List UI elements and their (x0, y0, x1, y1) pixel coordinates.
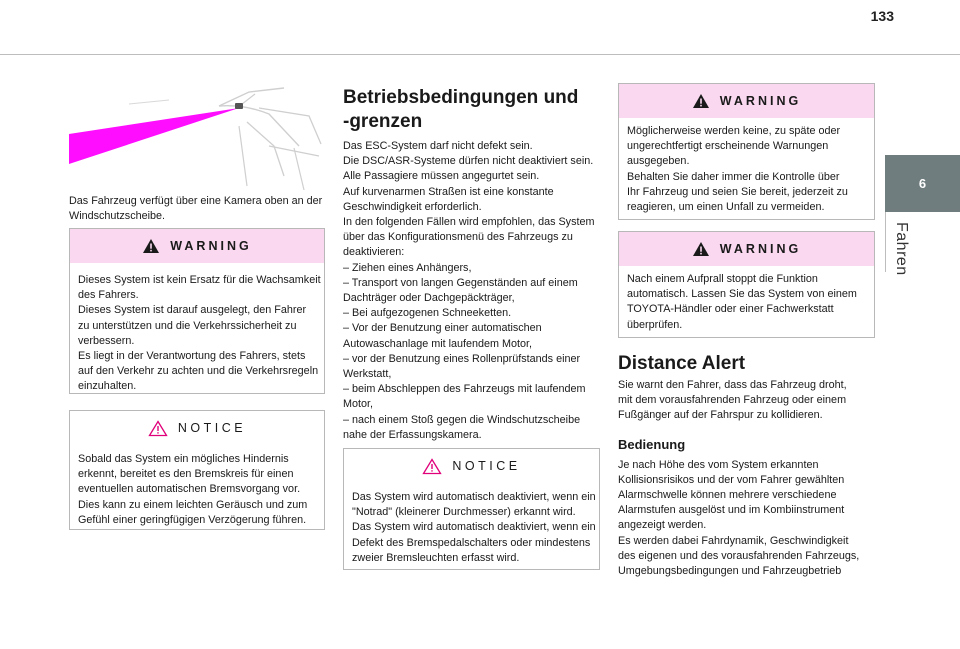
warning-line: überprüfen. (627, 318, 683, 331)
text-line: Alarmstufen ausgelöst und im Kombiinstrument (618, 504, 845, 517)
warning-triangle-icon (692, 93, 710, 109)
notice-box (343, 448, 600, 570)
text-line: Je nach Höhe des vom System erkannten (618, 458, 819, 471)
distance-alert-section (618, 352, 875, 579)
warning-header (619, 232, 874, 266)
warning-title: WARNING (719, 94, 802, 108)
distance-alert-text (618, 378, 875, 424)
list-item: – vor der Benutzung eines Rollenprüfstands einer (343, 352, 581, 365)
list-item: Motor, (343, 398, 374, 411)
list-item: – beim Abschleppen des Fahrzeugs mit laufendem (343, 383, 586, 396)
warning-line: auf den Verkehr zu achten und die Verkehrsregeln (78, 365, 319, 378)
header-rule (0, 54, 960, 55)
notice-line: Das System wird automatisch deaktiviert, wenn ein (352, 491, 596, 503)
list-item: – Transport von langen Gegenständen auf einem (343, 276, 578, 289)
warning-body (619, 118, 874, 224)
camera-icon (235, 103, 243, 109)
warning-line: ausgegeben. (627, 155, 690, 168)
warning-box (618, 83, 875, 220)
caption-line: Das Fahrzeug verfügt über eine Kamera oben an der (69, 195, 323, 207)
notice-line: zweier Bremsleuchten erfasst wird. (352, 551, 520, 564)
list-item: nahe der Erfassungskamera. (343, 428, 482, 441)
list-item: Dachträger oder Dachgepäckträger, (343, 292, 515, 305)
text-line: Kollisionsrisikos und der vom Fahrer gewählten (618, 473, 845, 486)
text-line: Alle Passagiere müssen angegurtet sein. (343, 170, 540, 183)
warning-title: WARNING (719, 242, 802, 256)
list-item: Werkstatt, (343, 368, 392, 381)
chapter-tab[interactable]: 6 (885, 155, 960, 212)
notice-title: NOTICE (452, 459, 521, 473)
section-heading: Betriebsbedingungen und -grenzen (343, 87, 579, 132)
warning-line: einzuhalten. (78, 380, 137, 393)
text-line: angezeigt werden. (618, 519, 707, 532)
text-line: Umgebungsbedingungen und Fahrzeugbetrieb (618, 565, 842, 578)
notice-triangle-icon (148, 420, 168, 437)
notice-header (70, 411, 324, 445)
text-line: Geschwindigkeit erforderlich. (343, 200, 482, 213)
warning-box (618, 231, 875, 338)
warning-line: verbessern. (78, 334, 135, 347)
page-number: 133 (870, 8, 894, 24)
caption-line: Windschutzscheibe. (69, 210, 166, 223)
text-line: Das ESC-System darf nicht defekt sein. (343, 140, 533, 152)
text-line: Auf kurvenarmen Straßen ist eine konstante (343, 185, 554, 198)
text-line: deaktivieren: (343, 246, 405, 259)
warning-line: Nach einem Aufprall stoppt die Funktion (627, 273, 818, 285)
notice-body (344, 483, 599, 575)
notice-line: Dies kann zu einem leichten Geräusch und zum (78, 498, 308, 511)
camera-caption (69, 194, 325, 224)
notice-line: Defekt des Bremspedalschalters oder mindestens (352, 536, 591, 549)
conditions-text (343, 139, 600, 443)
warning-line: Ihr Fahrzeug und seien Sie bereit, jederzeit zu (627, 185, 848, 198)
warning-line: Es liegt in der Verantwortung des Fahrers, stets (78, 350, 306, 363)
list-item: Autowaschanlage mit laufendem Motor, (343, 337, 533, 350)
operating-conditions-section (343, 86, 600, 443)
warning-line: des Fahrers. (78, 289, 139, 302)
warning-title: WARNING (170, 239, 252, 253)
list-item: – Vor der Benutzung einer automatischen (343, 322, 542, 335)
warning-line: Möglicherweise werden keine, zu späte oder (627, 125, 841, 137)
warning-box (69, 228, 325, 394)
warning-line: Dieses System ist kein Ersatz für die Wachsamkeit (78, 274, 321, 286)
warning-body (70, 263, 324, 404)
notice-box (69, 410, 325, 530)
distance-alert-heading: Distance Alert (618, 353, 746, 374)
text-line: Sie warnt den Fahrer, dass das Fahrzeug droht, (618, 379, 847, 391)
notice-line: Das System wird automatisch deaktiviert, wenn ein (352, 521, 596, 534)
text-line: über das Konfigurationsmenü des Fahrzeugs zu (343, 231, 573, 244)
text-line: des eigenen und des vorausfahrenden Fahrzeugs, (618, 549, 860, 562)
chapter-title: Fahren (893, 222, 910, 276)
notice-line: erkennt, bereitet es den Bremskreis für einen (78, 468, 294, 481)
warning-line: zu unterstützen und die Verkehrssicherheit zu (78, 319, 297, 332)
warning-body (619, 266, 874, 342)
chapter-divider (885, 212, 886, 272)
notice-triangle-icon (422, 458, 442, 475)
warning-line: Dieses System ist darauf ausgelegt, den Fahrer (78, 304, 307, 317)
warning-line: ungerechtfertigt erscheinende Warnungen (627, 140, 829, 153)
text-line: Alarmschwelle können mehrere verschiedene (618, 489, 837, 502)
text-line: mit dem vorausfahrenden Fahrzeug oder einem (618, 394, 847, 407)
list-item: – Bei aufgezogenen Schneeketten. (343, 307, 512, 320)
warning-line: TOYOTA-Händler oder einer Fachwerkstatt (627, 303, 834, 316)
notice-line: Sobald das System ein mögliches Hindernis (78, 453, 289, 465)
warning-line: automatisch. Lassen Sie das System von einem (627, 288, 857, 301)
windshield-camera-illustration (69, 86, 325, 192)
warning-header (619, 84, 874, 118)
list-item: – nach einem Stoß gegen die Windschutzscheibe (343, 413, 581, 426)
text-line: In den folgenden Fällen wird empfohlen, das System (343, 216, 595, 229)
text-line: Es werden dabei Fahrdynamik, Geschwindigkeit (618, 534, 849, 547)
bedienung-text (618, 458, 875, 580)
notice-line: Gefühl einer geringfügigen Verzögerung führen. (78, 513, 307, 526)
notice-line: "Notrad" (kleinerer Durchmesser) erkannt wird. (352, 506, 576, 519)
notice-line: eventuellen automatischen Bremsvorgang vor. (78, 483, 301, 496)
notice-body (70, 445, 324, 537)
text-line: Fußgänger auf der Fahrspur zu kollidieren. (618, 409, 823, 422)
warning-line: Behalten Sie daher immer die Kontrolle über (627, 170, 840, 183)
warning-triangle-icon (692, 241, 710, 257)
notice-title: NOTICE (177, 421, 247, 435)
notice-header (344, 449, 599, 483)
list-item: – Ziehen eines Anhängers, (343, 261, 472, 274)
warning-triangle-icon (142, 238, 160, 254)
bedienung-heading: Bedienung (618, 436, 686, 452)
warning-header (70, 229, 324, 263)
warning-line: reagieren, um einen Unfall zu vermeiden. (627, 201, 825, 214)
text-line: Die DSC/ASR-Systeme dürfen nicht deaktiviert sein. (343, 155, 594, 168)
